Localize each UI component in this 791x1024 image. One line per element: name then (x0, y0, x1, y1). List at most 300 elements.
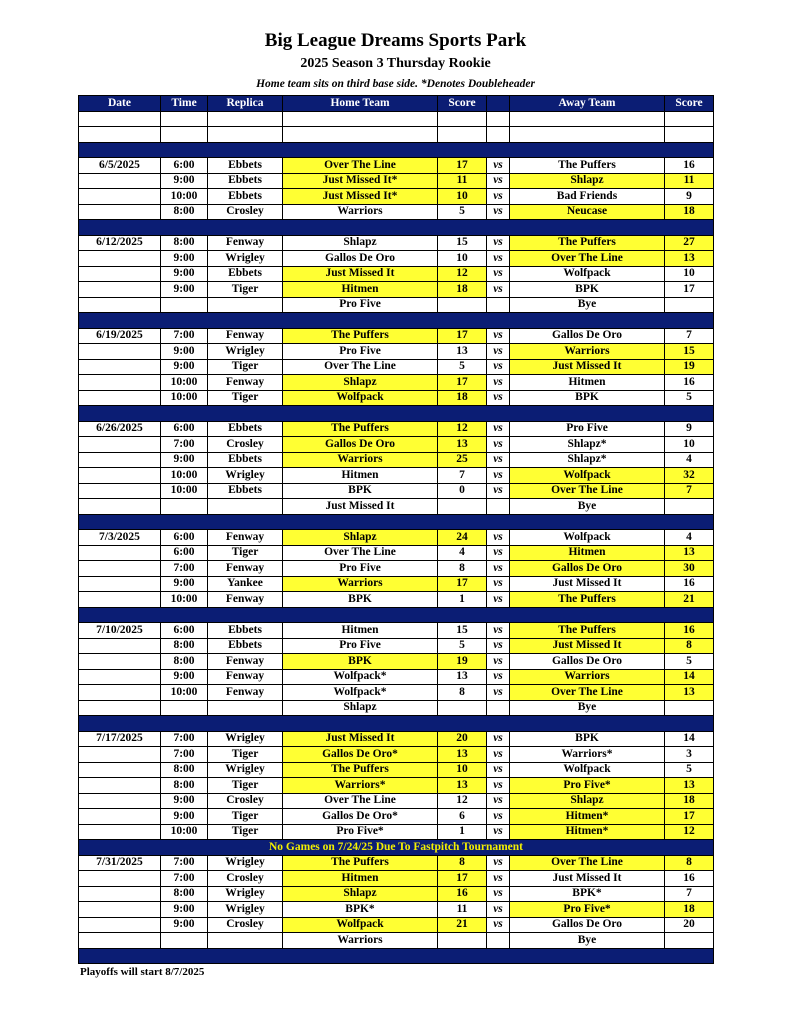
away-score-cell: 13 (665, 545, 714, 561)
home-score-cell: 13 (438, 437, 487, 453)
time-cell: 9:00 (161, 344, 208, 360)
empty-cell (79, 127, 161, 143)
date-cell (79, 251, 161, 267)
away-score-cell: 18 (665, 793, 714, 809)
home-team-cell: Shlapz (283, 235, 438, 251)
away-team-cell: BPK (510, 390, 665, 406)
week-separator (79, 313, 714, 329)
game-row (79, 638, 714, 654)
vs-cell: vs (487, 483, 510, 499)
separator-bar (79, 716, 714, 732)
page-title: Big League Dreams Sports Park (264, 30, 527, 51)
vs-cell: vs (487, 685, 510, 701)
date-cell (79, 638, 161, 654)
vs-cell: vs (487, 189, 510, 205)
away-score-cell (665, 297, 714, 313)
date-cell (79, 483, 161, 499)
home-team-cell: Wolfpack (283, 390, 438, 406)
vs-cell: vs (487, 731, 510, 747)
game-row (79, 793, 714, 809)
vs-cell: vs (487, 824, 510, 840)
away-score-cell: 13 (665, 685, 714, 701)
date-cell (79, 871, 161, 887)
away-team-cell: BPK (510, 282, 665, 298)
replica-cell: Fenway (208, 328, 283, 344)
replica-cell: Tiger (208, 390, 283, 406)
replica-cell: Ebbets (208, 483, 283, 499)
home-score-cell: 4 (438, 545, 487, 561)
away-score-cell: 7 (665, 328, 714, 344)
notice-row (79, 840, 714, 856)
away-score-cell: 5 (665, 654, 714, 670)
time-cell: 9:00 (161, 251, 208, 267)
game-row (79, 375, 714, 391)
home-score-cell (438, 933, 487, 949)
away-score-cell: 16 (665, 623, 714, 639)
time-cell (161, 297, 208, 313)
away-team-cell: Shlapz* (510, 437, 665, 453)
date-cell (79, 747, 161, 763)
time-cell: 6:00 (161, 421, 208, 437)
time-cell: 8:00 (161, 762, 208, 778)
away-team-cell: Gallos De Oro (510, 328, 665, 344)
replica-cell: Tiger (208, 545, 283, 561)
home-score-cell: 17 (438, 375, 487, 391)
away-team-cell: Shlapz* (510, 452, 665, 468)
vs-cell: vs (487, 390, 510, 406)
date-cell (79, 452, 161, 468)
replica-cell: Tiger (208, 824, 283, 840)
game-row (79, 933, 714, 949)
replica-cell: Crosley (208, 437, 283, 453)
away-score-cell: 9 (665, 421, 714, 437)
away-team-cell: Pro Five (510, 421, 665, 437)
empty-cell (161, 111, 208, 127)
time-cell: 9:00 (161, 452, 208, 468)
away-team-cell: Gallos De Oro (510, 917, 665, 933)
vs-cell: vs (487, 437, 510, 453)
date-cell (79, 685, 161, 701)
home-team-cell: Just Missed It (283, 499, 438, 515)
game-row (79, 158, 714, 174)
home-team-cell: The Puffers (283, 421, 438, 437)
home-score-cell: 24 (438, 530, 487, 546)
time-cell: 7:00 (161, 328, 208, 344)
away-team-cell: Just Missed It (510, 359, 665, 375)
date-cell (79, 359, 161, 375)
time-cell: 8:00 (161, 204, 208, 220)
replica-cell: Crosley (208, 793, 283, 809)
away-score-cell: 16 (665, 576, 714, 592)
away-score-cell: 27 (665, 235, 714, 251)
vs-cell: vs (487, 530, 510, 546)
home-team-cell: Pro Five (283, 297, 438, 313)
separator-bar (79, 948, 714, 964)
away-team-cell: Bad Friends (510, 189, 665, 205)
replica-cell: Tiger (208, 809, 283, 825)
vs-cell: vs (487, 375, 510, 391)
away-score-cell: 14 (665, 731, 714, 747)
home-team-cell: Over The Line (283, 158, 438, 174)
home-team-cell: BPK* (283, 902, 438, 918)
date-cell (79, 344, 161, 360)
vs-cell: vs (487, 266, 510, 282)
game-row (79, 685, 714, 701)
away-score-cell: 14 (665, 669, 714, 685)
away-score-cell: 8 (665, 855, 714, 871)
time-cell: 7:00 (161, 437, 208, 453)
away-team-cell: Just Missed It (510, 871, 665, 887)
date-cell (79, 266, 161, 282)
home-score-cell: 17 (438, 158, 487, 174)
away-team-cell: The Puffers (510, 235, 665, 251)
time-cell: 10:00 (161, 824, 208, 840)
away-team-cell: Over The Line (510, 251, 665, 267)
empty-row (79, 127, 714, 143)
home-team-cell: Pro Five (283, 638, 438, 654)
time-cell: 9:00 (161, 266, 208, 282)
empty-cell (665, 111, 714, 127)
game-row (79, 297, 714, 313)
away-team-cell: Bye (510, 499, 665, 515)
home-score-cell: 10 (438, 762, 487, 778)
game-row (79, 452, 714, 468)
week-separator (79, 948, 714, 964)
away-score-cell: 17 (665, 282, 714, 298)
notice-text: No Games on 7/24/25 Due To Fastpitch Tournament (79, 840, 714, 856)
game-row (79, 809, 714, 825)
away-score-cell: 21 (665, 592, 714, 608)
away-team-cell: Over The Line (510, 685, 665, 701)
date-cell (79, 282, 161, 298)
replica-cell (208, 499, 283, 515)
away-team-cell: Pro Five* (510, 902, 665, 918)
away-team-cell: Hitmen (510, 545, 665, 561)
date-cell: 7/17/2025 (79, 731, 161, 747)
time-cell: 10:00 (161, 390, 208, 406)
away-score-cell: 9 (665, 189, 714, 205)
home-team-cell: Gallos De Oro (283, 251, 438, 267)
game-row (79, 390, 714, 406)
home-score-cell: 13 (438, 747, 487, 763)
away-team-cell: Wolfpack (510, 468, 665, 484)
replica-cell: Fenway (208, 654, 283, 670)
schedule-note: Home team sits on third base side. *Denotes Doubleheader (256, 78, 535, 90)
date-cell (79, 468, 161, 484)
replica-cell: Yankee (208, 576, 283, 592)
time-cell: 10:00 (161, 592, 208, 608)
time-cell: 7:00 (161, 871, 208, 887)
home-score-cell: 0 (438, 483, 487, 499)
week-separator (79, 406, 714, 422)
home-score-cell: 15 (438, 623, 487, 639)
time-cell: 10:00 (161, 189, 208, 205)
vs-cell: vs (487, 344, 510, 360)
time-cell: 9:00 (161, 809, 208, 825)
empty-cell (438, 127, 487, 143)
date-cell (79, 824, 161, 840)
separator-bar (79, 607, 714, 623)
home-score-cell: 12 (438, 793, 487, 809)
game-row (79, 592, 714, 608)
game-row (79, 421, 714, 437)
header-row (79, 96, 714, 112)
playoffs-note: Playoffs will start 8/7/2025 (80, 966, 205, 978)
replica-cell: Crosley (208, 204, 283, 220)
away-score-cell: 16 (665, 158, 714, 174)
game-row (79, 561, 714, 577)
season-subtitle: 2025 Season 3 Thursday Rookie (300, 56, 491, 71)
date-cell (79, 933, 161, 949)
time-cell: 10:00 (161, 685, 208, 701)
replica-cell: Ebbets (208, 189, 283, 205)
replica-cell: Ebbets (208, 623, 283, 639)
week-separator (79, 220, 714, 236)
replica-cell: Wrigley (208, 468, 283, 484)
away-team-cell: Shlapz (510, 793, 665, 809)
home-team-cell: The Puffers (283, 855, 438, 871)
home-team-cell: BPK (283, 483, 438, 499)
replica-cell (208, 933, 283, 949)
home-team-cell: Hitmen (283, 282, 438, 298)
away-score-cell: 11 (665, 173, 714, 189)
time-cell: 7:00 (161, 855, 208, 871)
away-team-cell: Warriors (510, 344, 665, 360)
vs-cell: vs (487, 576, 510, 592)
col-date: Date (79, 96, 161, 112)
game-row (79, 778, 714, 794)
home-team-cell: Shlapz (283, 886, 438, 902)
home-team-cell: Over The Line (283, 793, 438, 809)
game-row (79, 344, 714, 360)
date-cell: 6/19/2025 (79, 328, 161, 344)
home-team-cell: Just Missed It* (283, 189, 438, 205)
away-team-cell: Bye (510, 297, 665, 313)
date-cell: 7/10/2025 (79, 623, 161, 639)
away-score-cell: 7 (665, 886, 714, 902)
away-team-cell: Over The Line (510, 855, 665, 871)
time-cell: 9:00 (161, 669, 208, 685)
home-score-cell: 13 (438, 669, 487, 685)
away-score-cell: 16 (665, 375, 714, 391)
replica-cell: Ebbets (208, 421, 283, 437)
date-cell (79, 204, 161, 220)
date-cell (79, 437, 161, 453)
game-row (79, 902, 714, 918)
game-row (79, 654, 714, 670)
time-cell: 9:00 (161, 282, 208, 298)
home-team-cell: Over The Line (283, 545, 438, 561)
away-score-cell: 17 (665, 809, 714, 825)
away-score-cell: 16 (665, 871, 714, 887)
replica-cell: Fenway (208, 530, 283, 546)
game-row (79, 468, 714, 484)
home-team-cell: Warriors (283, 204, 438, 220)
home-team-cell: Hitmen (283, 468, 438, 484)
away-team-cell: Gallos De Oro (510, 561, 665, 577)
replica-cell: Wrigley (208, 855, 283, 871)
home-team-cell: Wolfpack (283, 917, 438, 933)
home-score-cell: 12 (438, 421, 487, 437)
date-cell: 7/3/2025 (79, 530, 161, 546)
week-separator (79, 607, 714, 623)
home-team-cell: Warriors* (283, 778, 438, 794)
empty-cell (665, 127, 714, 143)
date-cell (79, 809, 161, 825)
date-cell (79, 173, 161, 189)
game-row (79, 623, 714, 639)
home-team-cell: Gallos De Oro* (283, 809, 438, 825)
away-score-cell (665, 700, 714, 716)
home-team-cell: Shlapz (283, 700, 438, 716)
away-team-cell: Over The Line (510, 483, 665, 499)
col-replica: Replica (208, 96, 283, 112)
home-team-cell: Warriors (283, 933, 438, 949)
replica-cell: Crosley (208, 871, 283, 887)
replica-cell: Wrigley (208, 344, 283, 360)
date-cell (79, 778, 161, 794)
away-score-cell (665, 933, 714, 949)
separator-bar (79, 220, 714, 236)
home-score-cell: 13 (438, 344, 487, 360)
home-score-cell: 6 (438, 809, 487, 825)
home-score-cell (438, 297, 487, 313)
away-team-cell: Shlapz (510, 173, 665, 189)
away-score-cell: 10 (665, 437, 714, 453)
time-cell: 9:00 (161, 902, 208, 918)
away-team-cell: Just Missed It (510, 638, 665, 654)
vs-cell: vs (487, 809, 510, 825)
time-cell (161, 933, 208, 949)
date-cell: 7/31/2025 (79, 855, 161, 871)
vs-cell: vs (487, 855, 510, 871)
game-row (79, 359, 714, 375)
game-row (79, 886, 714, 902)
home-score-cell: 5 (438, 359, 487, 375)
away-score-cell: 15 (665, 344, 714, 360)
home-team-cell: Pro Five (283, 344, 438, 360)
date-cell: 6/26/2025 (79, 421, 161, 437)
time-cell: 9:00 (161, 576, 208, 592)
home-team-cell: Just Missed It (283, 266, 438, 282)
home-team-cell: Warriors (283, 452, 438, 468)
game-row (79, 576, 714, 592)
away-score-cell: 20 (665, 917, 714, 933)
time-cell: 9:00 (161, 173, 208, 189)
away-team-cell: The Puffers (510, 158, 665, 174)
empty-cell (208, 127, 283, 143)
vs-cell: vs (487, 545, 510, 561)
date-cell (79, 499, 161, 515)
time-cell (161, 499, 208, 515)
date-cell (79, 545, 161, 561)
home-team-cell: Hitmen (283, 623, 438, 639)
replica-cell: Ebbets (208, 638, 283, 654)
vs-cell: vs (487, 158, 510, 174)
time-cell: 6:00 (161, 545, 208, 561)
vs-cell: vs (487, 452, 510, 468)
date-cell (79, 762, 161, 778)
game-row (79, 235, 714, 251)
separator-bar (79, 406, 714, 422)
away-team-cell: Pro Five* (510, 778, 665, 794)
away-score-cell: 13 (665, 251, 714, 267)
time-cell: 8:00 (161, 235, 208, 251)
date-cell: 6/5/2025 (79, 158, 161, 174)
home-team-cell: Over The Line (283, 359, 438, 375)
replica-cell: Ebbets (208, 452, 283, 468)
home-score-cell: 1 (438, 824, 487, 840)
replica-cell (208, 297, 283, 313)
home-score-cell: 25 (438, 452, 487, 468)
home-team-cell: Just Missed It* (283, 173, 438, 189)
date-cell (79, 700, 161, 716)
time-cell: 8:00 (161, 886, 208, 902)
home-score-cell: 17 (438, 328, 487, 344)
replica-cell: Crosley (208, 917, 283, 933)
game-row (79, 530, 714, 546)
away-score-cell: 5 (665, 390, 714, 406)
vs-cell (487, 700, 510, 716)
vs-cell: vs (487, 359, 510, 375)
date-cell (79, 886, 161, 902)
replica-cell: Wrigley (208, 731, 283, 747)
replica-cell: Wrigley (208, 251, 283, 267)
replica-cell: Ebbets (208, 173, 283, 189)
away-team-cell: Bye (510, 700, 665, 716)
replica-cell: Fenway (208, 235, 283, 251)
time-cell: 7:00 (161, 561, 208, 577)
vs-cell: vs (487, 762, 510, 778)
game-row (79, 204, 714, 220)
game-row (79, 669, 714, 685)
away-team-cell: The Puffers (510, 623, 665, 639)
away-team-cell: Hitmen* (510, 809, 665, 825)
replica-cell: Fenway (208, 375, 283, 391)
replica-cell (208, 700, 283, 716)
home-score-cell: 17 (438, 871, 487, 887)
date-cell (79, 576, 161, 592)
away-score-cell: 32 (665, 468, 714, 484)
game-row (79, 483, 714, 499)
schedule-body (79, 111, 714, 964)
vs-cell: vs (487, 902, 510, 918)
away-score-cell: 4 (665, 452, 714, 468)
replica-cell: Fenway (208, 561, 283, 577)
replica-cell: Fenway (208, 669, 283, 685)
game-row (79, 700, 714, 716)
date-cell (79, 189, 161, 205)
game-row (79, 824, 714, 840)
empty-row (79, 111, 714, 127)
empty-cell (487, 111, 510, 127)
game-row (79, 747, 714, 763)
away-team-cell: Neucase (510, 204, 665, 220)
home-score-cell (438, 499, 487, 515)
empty-cell (79, 111, 161, 127)
schedule-table (78, 95, 714, 964)
time-cell: 7:00 (161, 731, 208, 747)
replica-cell: Ebbets (208, 266, 283, 282)
away-team-cell: BPK (510, 731, 665, 747)
date-cell (79, 375, 161, 391)
home-score-cell: 1 (438, 592, 487, 608)
home-team-cell: Shlapz (283, 530, 438, 546)
col-away-team: Away Team (510, 96, 665, 112)
time-cell: 8:00 (161, 638, 208, 654)
home-team-cell: Wolfpack* (283, 669, 438, 685)
away-team-cell: Wolfpack (510, 266, 665, 282)
